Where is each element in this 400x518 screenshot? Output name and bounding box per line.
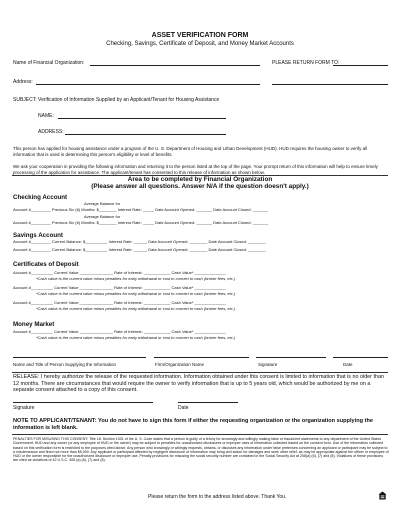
applicant-address-field[interactable]: [65, 134, 226, 135]
name-label: NAME:: [38, 113, 54, 119]
intro-paragraph-2: We ask your cooperation in providing the following information and returning it to the person listed at the top of the page. Your prompt return of this information will help to ensure timely processing of the application for assistance. The applicant/tenant has consented to this release of information as shown below.: [13, 164, 378, 175]
return-field[interactable]: [333, 65, 388, 66]
intro-paragraph-1: This person has applied for housing assistance under a program of the U. S. Department of Housing and Urban Development (HUD). HUD requires the housing owner to verify all information that is used in determining this person's eligibility or level of benefits.: [13, 146, 368, 157]
tenant-date-field[interactable]: [178, 402, 238, 403]
checking-avg-label-1: Average Balance for: [84, 201, 121, 206]
org-label: Name of Financial Organization:: [13, 60, 85, 66]
return-address-field[interactable]: [272, 84, 388, 85]
cd-row-2: Account #__________ Current Value _______________ Rate of Interest: ____________ Cash Value* ______________: [13, 285, 226, 290]
equal-housing-icon: [378, 491, 387, 500]
cd-note-2: *Cash value is the current value minus penalties for early withdrawal or cost to convert to cash (broker fees, etc.): [36, 291, 236, 296]
note-to-applicant: NOTE TO APPLICANT/TENANT: You do not have to sign this form if either the requesting organization or the organization supplying the information is left blank.: [13, 418, 373, 431]
address-field[interactable]: [36, 84, 260, 85]
applicant-address-label: ADDRESS:: [38, 129, 64, 135]
cd-row-1: Account #__________ Current Value _______________ Rate of Interest: ____________ Cash Value* ______________: [13, 270, 226, 275]
org-field[interactable]: [90, 65, 260, 66]
name-field[interactable]: [58, 118, 226, 119]
org-name-label: Firm/Organization Name: [155, 362, 205, 367]
checking-row-2: Account #_________ Previous Six (6) Months: $________ Interest Rate: _____ Date Account Opened: _______ Date Account Closed: _______: [13, 220, 269, 225]
cd-title: Certificates of Deposit: [13, 261, 79, 268]
divider-penalties: [12, 434, 388, 435]
penalties-text: PENALTIES FOR MISUSING THIS CONSENT: Title 18, Section 1001 of the U. S. Code states that a person is guilty of a felony for knowingly and willingly making false or fraudulent statements to any department of the United States Government. HUD and any owner (or any employee of HUD or the owner) may be subject to penalties for unauthorized disclosures or improper uses of information collected based on the consent form. Use of the information collected based on this verification form is restricted to the purposes cited above. Any person who knowingly or willingly requests, obtains, or discloses any information under false pretenses concerning an applicant or participant may be subject to a misdemeanor and fined not more than $5,000. Any applicant or participant affected by negligent disclosure of information may bring civil action for damages and seek other relief, as may be appropriate against the officer or employee of HUD or the owner responsible for the unauthorized disclosure or improper use. Penalty provisions for misusing the social security number are contained in the Social Security Act at 208(a) (6), (7) and (8). Violations of these provisions are cited as violations of 42 U.S.C. 408 (a) (6), (7) and (8).: [13, 437, 389, 463]
checking-avg-label-2: Average Balance for: [84, 214, 121, 219]
savings-row-1: Account #_________ Current Balance: $__________ Interest Rate: ______ Date Account Opened: ________ Date Account Closed: ________: [13, 239, 266, 244]
tenant-date-label: Date: [178, 405, 189, 411]
savings-title: Savings Account: [13, 232, 63, 239]
mm-row: Account #__________ Current Value _______________ Rate of Interest: ____________ Cash Value* ______________: [13, 329, 226, 334]
form-title: ASSET VERIFICATION FORM: [151, 32, 249, 39]
tenant-signature-field[interactable]: [13, 402, 153, 403]
tenant-signature-label: Signature: [13, 405, 35, 411]
supplier-signature-field[interactable]: [256, 357, 326, 358]
divider-release: [12, 372, 388, 373]
mm-note: *Cash value is the current value minus penalties for early withdrawal or cost to convert to cash (broker fees, etc.): [36, 335, 236, 340]
footer-text: Please return the form to the address listed above. Thank You.: [148, 494, 287, 500]
form-subtitle: Checking, Savings, Certificate of Deposit, and Money Market Accounts: [106, 41, 294, 47]
address-label: Address:: [13, 79, 33, 85]
mm-title: Money Market: [13, 321, 55, 328]
checking-title: Checking Account: [13, 194, 68, 201]
supplier-date-label: Date: [343, 362, 353, 367]
box-header-line2: (Please answer all questions. Answer N/A if the question doesn't apply.): [91, 183, 309, 190]
box-header-line1: Area to be completed by Financial Organization: [127, 176, 273, 183]
cd-note-3: *Cash value is the current value minus penalties for early withdrawal or cost to convert to cash (broker fees, etc.): [36, 306, 236, 311]
cd-note-1: *Cash value is the current value minus penalties for early withdrawal or cost to convert to cash (broker fees, etc.): [36, 276, 236, 281]
person-field[interactable]: [13, 357, 146, 358]
org-name-field[interactable]: [154, 357, 249, 358]
return-label: PLEASE RETURN FORM TO:: [272, 60, 340, 66]
release-text: RELEASE: I hereby authorize the release of the requested information. Information obtained under this consent is limited to information that is no older than 12 months. There are circumstances that would require the owner to verify information that is up to 5 years old, which would be authorized by me on a separate consent attached to a copy of this consent.: [13, 374, 384, 394]
checking-row-1: Account #_________ Previous Six (6) Months: $________ Interest Rate: _____ Date Account Opened: _______ Date Account Closed: _______: [13, 207, 269, 212]
person-label: Name and Title of Person Supplying the Information: [13, 362, 117, 367]
subject-label: SUBJECT: Verification of Information Supplied by an Applicant/Tenant for Housing Assistance: [13, 97, 220, 103]
supplier-date-field[interactable]: [333, 357, 388, 358]
savings-row-2: Account #_________ Current Balance: $__________ Interest Rate: ______ Date Account Opened: ________ Date Account Closed: ________: [13, 247, 266, 252]
cd-row-3: Account #__________ Current Value _______________ Rate of Interest: ____________ Cash Value* ______________: [13, 300, 226, 305]
supplier-signature-label: Signature: [258, 362, 278, 367]
